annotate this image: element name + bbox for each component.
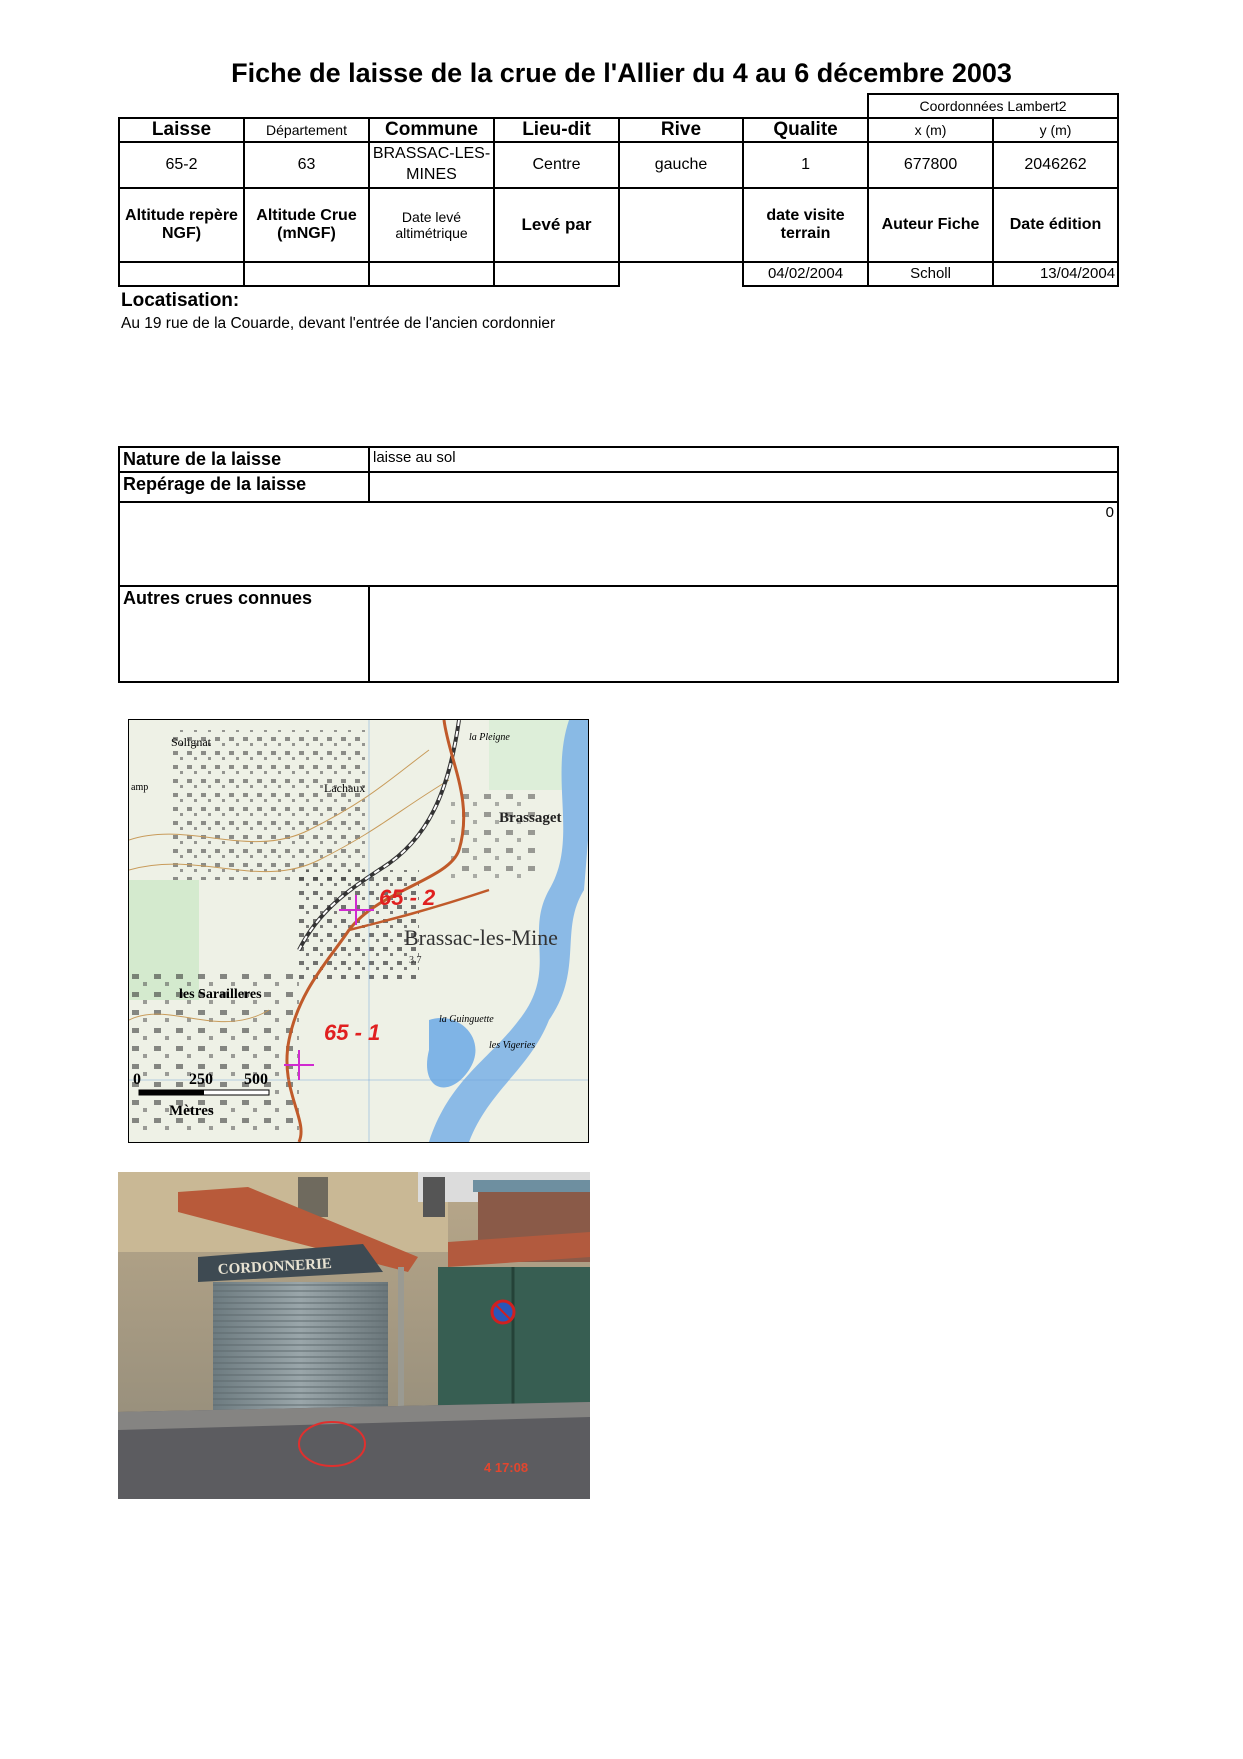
header-qualite: Qualite xyxy=(743,118,868,142)
map-label-elevation: 3.7 xyxy=(409,955,422,966)
value-date-edition: 13/04/2004 xyxy=(993,262,1118,286)
map-label-guinguette: la Guinguette xyxy=(439,1014,494,1025)
value-auteur: Scholl xyxy=(868,262,993,286)
value-qualite: 1 xyxy=(743,142,868,188)
value-lieu-dit: Centre xyxy=(494,142,619,188)
coords-title: Coordonnées Lambert2 xyxy=(868,94,1118,118)
details-table xyxy=(118,446,1119,683)
header-altitude-crue: Altitude Crue (mNGF) xyxy=(244,188,369,262)
site-photo xyxy=(118,1172,590,1499)
info-table xyxy=(118,93,1119,287)
header-x: x (m) xyxy=(868,118,993,142)
scale-tick-0: 0 xyxy=(133,1071,141,1088)
page-title: Fiche de laisse de la crue de l'Allier du 4 au 6 décembre 2003 xyxy=(231,58,1012,88)
map-label-brassac: Brassac-les-Mine xyxy=(404,925,558,950)
location-text: Au 19 rue de la Couarde, devant l'entrée de l'ancien cordonnier xyxy=(121,315,556,332)
map-label-solignat: Solignat xyxy=(171,735,212,749)
photo-timestamp: 4 17:08 xyxy=(484,1460,529,1475)
value-departement: 63 xyxy=(244,142,369,188)
header-leve-par: Levé par xyxy=(494,188,619,262)
value-date-leve xyxy=(369,262,494,286)
header-y: y (m) xyxy=(993,118,1118,142)
value-x: 677800 xyxy=(868,142,993,188)
nature-label: Nature de la laisse xyxy=(119,447,369,472)
header-auteur: Auteur Fiche xyxy=(868,188,993,262)
value-rive: gauche xyxy=(619,142,743,188)
marker-label-65-2: 65 - 2 xyxy=(379,885,436,910)
header-date-edition: Date édition xyxy=(993,188,1118,262)
header-date-leve: Date levé altimétrique xyxy=(369,188,494,262)
scale-tick-500: 500 xyxy=(244,1071,268,1088)
location-map xyxy=(128,719,589,1143)
value-commune: BRASSAC-LES-MINES xyxy=(369,142,494,188)
value-laisse: 65-2 xyxy=(119,142,244,188)
map-label-brassaget: Brassaget xyxy=(499,810,562,826)
autres-value xyxy=(369,586,1118,682)
header-departement: Département xyxy=(244,118,369,142)
nature-value: laisse au sol xyxy=(369,447,1118,472)
header-laisse: Laisse xyxy=(119,118,244,142)
map-label-lachaux: Lachaux xyxy=(324,781,366,795)
header-altitude-repere: Altitude repère NGF) xyxy=(119,188,244,262)
value-altitude-crue xyxy=(244,262,369,286)
reperage-note: 0 xyxy=(119,502,1118,586)
header-date-visite: date visite terrain xyxy=(743,188,868,262)
location-label: Locatisation: xyxy=(121,290,240,311)
map-label-pleigne: la Pleigne xyxy=(469,732,510,743)
reperage-label: Repérage de la laisse xyxy=(119,472,369,502)
value-leve-par xyxy=(494,262,619,286)
header-rive: Rive xyxy=(619,118,743,142)
map-label-vigeries: les Vigeries xyxy=(489,1040,536,1051)
scale-unit: Mètres xyxy=(169,1103,214,1119)
shop-sign: CORDONNERIE xyxy=(217,1256,333,1278)
header-commune: Commune xyxy=(369,118,494,142)
marker-label-65-1: 65 - 1 xyxy=(324,1020,381,1045)
value-altitude-repere xyxy=(119,262,244,286)
reperage-value xyxy=(369,472,1118,502)
header-lieu-dit: Lieu-dit xyxy=(494,118,619,142)
map-label-sarailleres: les Sarailleres xyxy=(179,987,262,1002)
scale-tick-250: 250 xyxy=(189,1071,213,1088)
map-label-camp: amp xyxy=(131,782,149,793)
value-y: 2046262 xyxy=(993,142,1118,188)
value-date-visite: 04/02/2004 xyxy=(743,262,868,286)
autres-label: Autres crues connues xyxy=(119,586,369,682)
